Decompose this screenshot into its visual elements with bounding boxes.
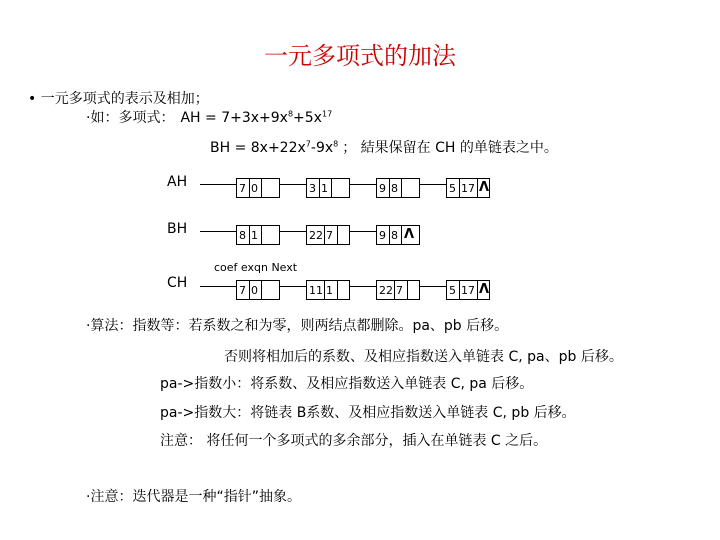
node-divider [324, 226, 325, 244]
bh-sup1: 7 [305, 139, 311, 149]
node-divider [319, 179, 320, 197]
next-pointer-link [350, 286, 376, 287]
node-coef: 8 [239, 229, 246, 242]
node-box [236, 280, 280, 300]
null-pointer-icon: Λ [479, 180, 490, 195]
node-divider [394, 281, 395, 299]
node-divider [249, 226, 250, 244]
next-pointer-link [420, 286, 446, 287]
node-coef: 5 [449, 182, 456, 195]
next-pointer-link [350, 231, 376, 232]
node-box [446, 280, 490, 300]
algo-line-4: pa->指数大：将链表 B系数、及相应指数送入单链表 C, pb 后移。 [160, 405, 576, 421]
next-pointer-link [280, 286, 306, 287]
next-pointer-link [350, 184, 376, 185]
bh-mid: -9x [310, 140, 334, 156]
node-divider [477, 179, 478, 197]
node-exp: 7 [396, 284, 403, 297]
node-coef: 9 [379, 229, 386, 242]
node-coef: 7 [239, 182, 246, 195]
node-coef: 22 [379, 284, 393, 297]
node-exp: 1 [251, 229, 258, 242]
node-exp: 1 [326, 284, 333, 297]
node-divider [459, 281, 460, 299]
node-coef: 11 [309, 284, 323, 297]
null-pointer-icon: Λ [404, 227, 415, 242]
heading-text: 一元多项式的表示及相加； [40, 91, 209, 107]
ch-label: CH [167, 275, 188, 291]
node-coef: 7 [239, 284, 246, 297]
null-pointer-icon: Λ [479, 282, 490, 297]
node-divider [401, 179, 402, 197]
node-coef: 9 [379, 182, 386, 195]
node-box [306, 178, 350, 198]
node-exp: 17 [461, 284, 475, 297]
note-text: ·注意：迭代器是一种“指针”抽象。 [86, 489, 301, 505]
node-divider [459, 179, 460, 197]
node-exp: 8 [391, 229, 398, 242]
algo-line-1: ·算法：指数等：若系数之和为零，则两结点都删除。pa、pb 后移。 [86, 318, 509, 334]
bh-sup2: 8 [333, 139, 339, 149]
node-box [306, 280, 350, 300]
node-divider [337, 281, 338, 299]
ah-sup2: 17 [321, 109, 333, 119]
algo-line-2: 否则将相加后的系数、及相应指数送入单链表 C, pa、pb 后移。 [224, 349, 623, 365]
ah-formula [86, 107, 332, 127]
node-divider [331, 179, 332, 197]
node-exp: 8 [391, 182, 398, 195]
node-divider [261, 179, 262, 197]
node-divider [261, 281, 262, 299]
node-box [376, 178, 420, 198]
list-head-link [200, 231, 236, 232]
node-divider [337, 226, 338, 244]
node-divider [261, 226, 262, 244]
bh-base: BH = 8x+22x [210, 140, 306, 156]
node-coef: 3 [309, 182, 316, 195]
ah-label: AH [167, 174, 188, 190]
node-exp: 17 [461, 182, 475, 195]
bh-formula [210, 137, 558, 157]
ah-sup1: 8 [287, 109, 294, 119]
node-divider [249, 281, 250, 299]
node-divider [324, 281, 325, 299]
example-prefix: ·如：多项式： [86, 110, 175, 126]
next-pointer-link [280, 231, 306, 232]
list-head-link [200, 286, 236, 287]
page-title: 一元多项式的加法 [264, 42, 456, 70]
node-divider [407, 281, 408, 299]
node-divider [389, 226, 390, 244]
node-box [376, 225, 420, 245]
intro-heading [28, 88, 209, 108]
node-divider [401, 226, 402, 244]
bullet: • [28, 91, 37, 107]
node-exp: 0 [251, 284, 258, 297]
node-box [236, 178, 280, 198]
node-coef: 22 [309, 229, 323, 242]
next-pointer-link [280, 184, 306, 185]
node-exp: 7 [326, 229, 333, 242]
node-divider [389, 179, 390, 197]
node-box [306, 225, 350, 245]
node-exp: 1 [321, 182, 328, 195]
node-box [376, 280, 420, 300]
node-box [446, 178, 490, 198]
node-exp: 0 [251, 182, 258, 195]
bh-label: BH [167, 221, 188, 237]
ah-mid: +5x [293, 110, 322, 126]
algo-line-3: pa->指数小：将系数、及相应指数送入单链表 C, pa 后移。 [160, 376, 534, 392]
node-coef: 5 [449, 284, 456, 297]
bh-tail: ； 結果保留在 CH 的单链表之中。 [342, 140, 558, 156]
algo-line-5: 注意： 将任何一个多项式的多余部分，插入在单链表 C 之后。 [160, 433, 548, 449]
node-divider [249, 179, 250, 197]
ah-base: AH = 7+3x+9x [180, 110, 288, 126]
node-box [236, 225, 280, 245]
list-head-link [200, 184, 236, 185]
node-divider [477, 281, 478, 299]
next-pointer-link [420, 184, 446, 185]
field-caption: coef exqn Next [214, 261, 298, 274]
